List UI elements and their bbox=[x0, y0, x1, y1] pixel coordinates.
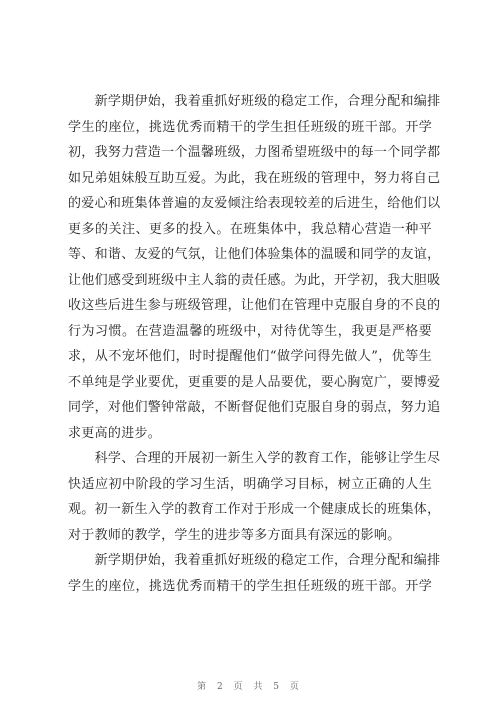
text-line: 新学期伊始，我着重抓好班级的稳定工作，合理分配和编排 bbox=[68, 94, 441, 109]
text-line: 对于教师的教学，学生的进步等多方面具有深远的影响。 bbox=[68, 527, 401, 543]
paragraph bbox=[68, 548, 441, 599]
text-line: 观。初一新生入学的教育工作对于形成一个健康成长的班集体， bbox=[68, 502, 441, 517]
text-line: 学生的座位，挑选优秀而精干的学生担任班级的班干部。开学 bbox=[68, 578, 432, 594]
text-line: 新学期伊始，我着重抓好班级的稳定工作，合理分配和编排 bbox=[68, 553, 441, 568]
text-line: 不单纯是学业要优，更重要的是人品要优，要心胸宽广，要博爱 bbox=[68, 374, 441, 390]
paragraph bbox=[68, 89, 441, 446]
text-line: 快适应初中阶段的学习生活，明确学习目标，树立正确的人生 bbox=[68, 476, 432, 492]
text-line: 如兄弟姐妹般互助互爱。为此，我在班级的管理中，努力将自己 bbox=[68, 170, 441, 186]
text-line: 同学，对他们警钟常敲，不断督促他们克服自身的弱点，努力追 bbox=[68, 400, 441, 415]
text-line: 行为习惯。在营造温馨的班级中，对待优等生，我更是严格要 bbox=[68, 323, 432, 339]
text-line: 让他们感受到班级中主人翁的责任感。为此，开学初，我大胆吸 bbox=[68, 272, 441, 288]
text-line: 求更高的进步。 bbox=[68, 425, 162, 441]
text-line: 学生的座位，挑选优秀而精干的学生担任班级的班干部。开学 bbox=[68, 119, 432, 135]
text-line: 求，从不宠坏他们，时时提醒他们“做学问得先做人”，优等生 bbox=[68, 349, 432, 364]
text-line: 的爱心和班集体普遍的友爱倾注给表现较差的后进生，给他们以 bbox=[68, 196, 441, 211]
text-line: 等、和谐、友爱的气氛，让他们体验集体的温暖和同学的友谊， bbox=[68, 247, 441, 262]
document-body bbox=[68, 89, 441, 599]
text-line: 更多的关注、更多的投入。在班集体中，我总精心营造一种平 bbox=[68, 221, 432, 237]
text-line: 收这些后进生参与班级管理，让他们在管理中克服自身的不良的 bbox=[68, 298, 441, 313]
paragraph bbox=[68, 446, 441, 548]
text-line: 初，我努力营造一个温馨班级，力图希望班级中的每一个同学都 bbox=[68, 145, 441, 160]
text-line: 科学、合理的开展初一新生入学的教育工作，能够让学生尽 bbox=[68, 451, 441, 466]
page-footer: 第 2 页 共 5 页 bbox=[197, 682, 303, 692]
